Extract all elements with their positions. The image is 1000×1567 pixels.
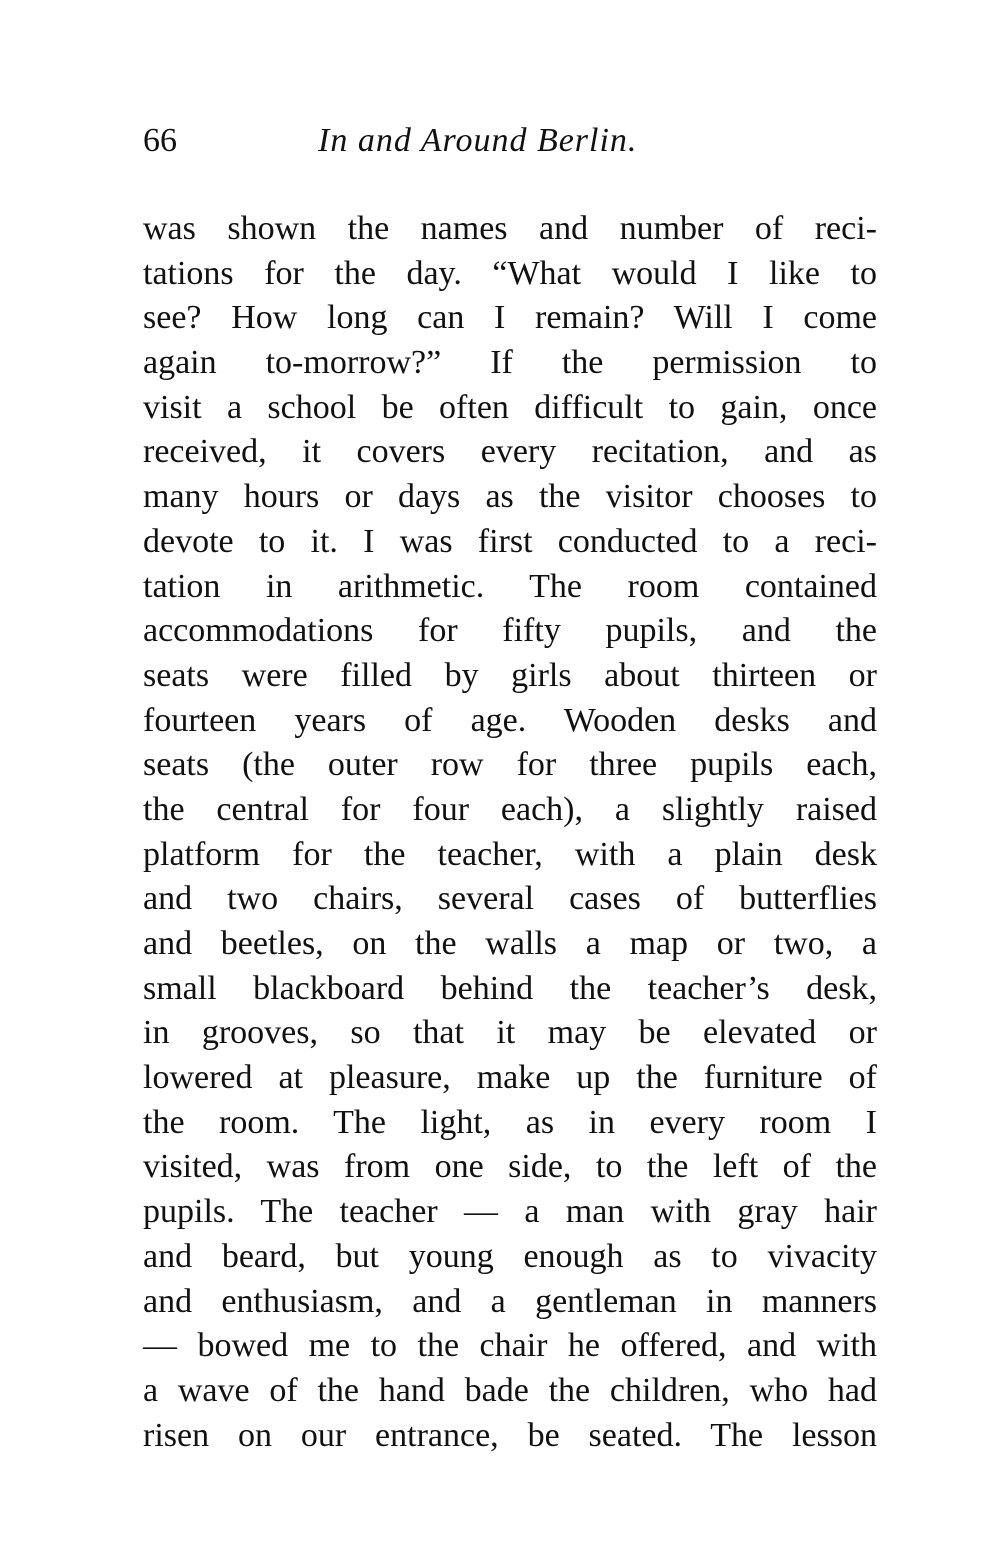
text-line: and enthusiasm, and a gentleman in manners xyxy=(143,1282,877,1320)
text-line: — bowed me to the chair he offered, and with xyxy=(143,1327,877,1365)
text-line: tation in arithmetic. The room contained xyxy=(143,567,877,605)
text-line: lowered at pleasure, make up the furniture of xyxy=(143,1059,877,1097)
text-line: pupils. The teacher — a man with gray hair xyxy=(143,1193,877,1231)
body-text xyxy=(143,207,877,1458)
text-line: tations for the day. “What would I like to xyxy=(143,254,877,292)
text-line: platform for the teacher, with a plain desk xyxy=(143,835,877,873)
text-line: the room. The light, as in every room I xyxy=(143,1103,877,1141)
text-line: and two chairs, several cases of butterflies xyxy=(143,880,877,918)
text-line: fourteen years of age. Wooden desks and xyxy=(143,701,877,739)
running-title: In and Around Berlin. xyxy=(318,122,638,159)
text-line: visited, was from one side, to the left of the xyxy=(143,1148,877,1186)
running-header xyxy=(143,122,877,167)
text-line: visit a school be often difficult to gain, once xyxy=(143,388,877,426)
text-line: and beetles, on the walls a map or two, a xyxy=(143,925,877,962)
text-line: see? How long can I remain? Will I come xyxy=(143,299,877,337)
text-line: was shown the names and number of reci- xyxy=(143,210,877,247)
text-line: again to-morrow?” If the permission to xyxy=(143,344,877,382)
text-line: devote to it. I was first conducted to a reci- xyxy=(143,522,877,560)
text-line: a wave of the hand bade the children, who had xyxy=(143,1371,877,1409)
text-line: risen on our entrance, be seated. The lesson xyxy=(143,1416,877,1454)
text-line: many hours or days as the visitor chooses to xyxy=(143,478,877,516)
text-line: small blackboard behind the teacher’s desk, xyxy=(143,969,877,1007)
text-line: seats were filled by girls about thirteen or xyxy=(143,656,877,694)
page-number: 66 xyxy=(143,122,177,159)
text-line: in grooves, so that it may be elevated or xyxy=(143,1014,877,1052)
text-line: accommodations for fifty pupils, and the xyxy=(143,612,877,650)
text-line: and beard, but young enough as to vivacity xyxy=(143,1237,877,1275)
text-line: seats (the outer row for three pupils each, xyxy=(143,746,877,784)
text-line: received, it covers every recitation, and as xyxy=(143,433,877,471)
text-line: the central for four each), a slightly raised xyxy=(143,790,877,828)
